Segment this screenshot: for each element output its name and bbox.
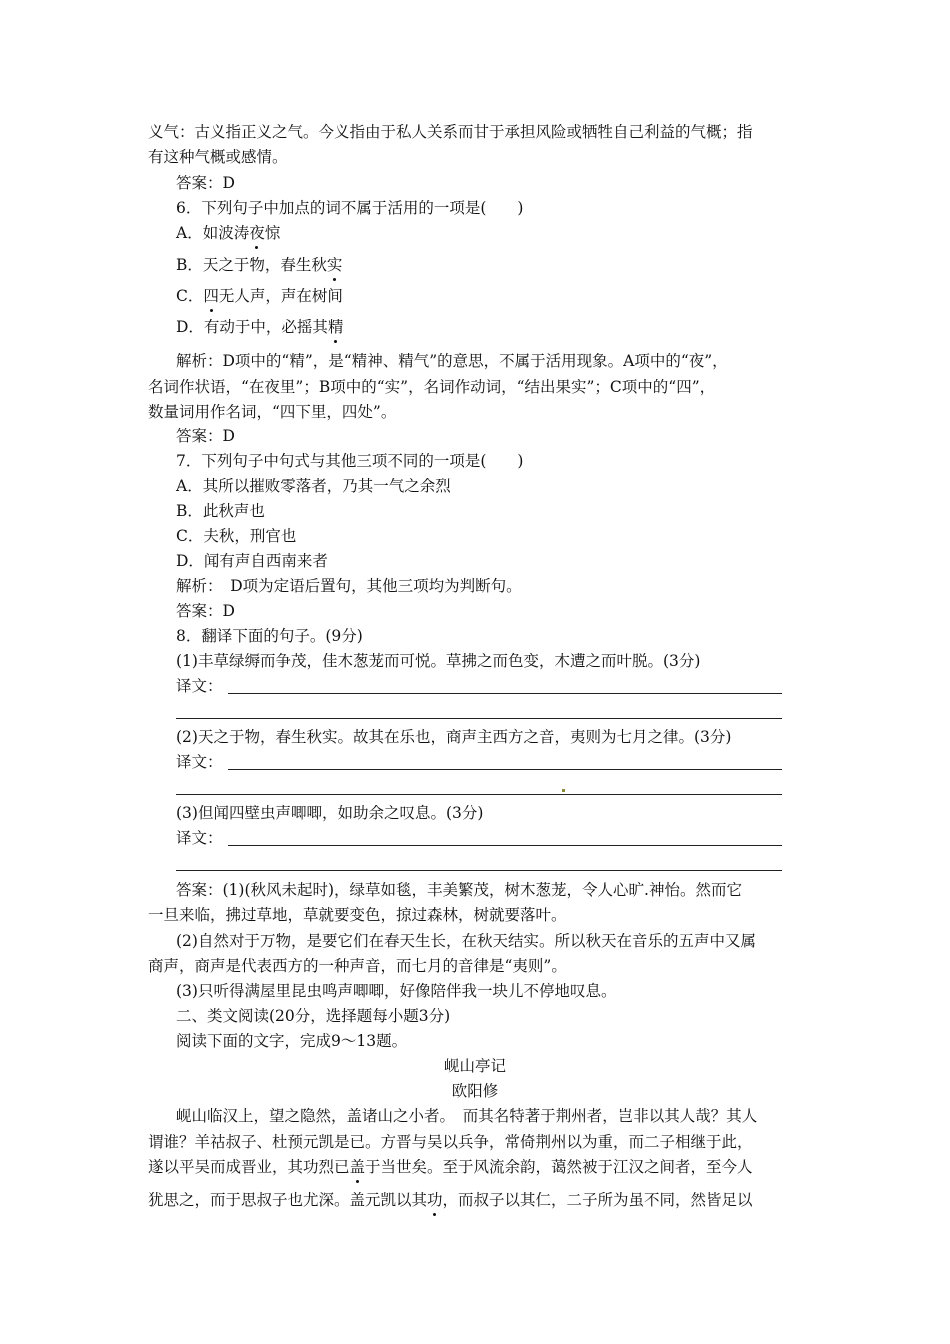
passage-line: 岘山临汉上，望之隐然，盖诸山之小者。 而其名特著于荆州者，岂非以其人哉？其人 <box>176 1107 758 1125</box>
passage-line <box>148 1156 753 1178</box>
question-6-explanation: 名词作状语，“在夜里”；B项中的“实”，名词作动词，“结出果实”；C项中的“四”， <box>148 378 716 396</box>
option-text: A．如波涛 <box>176 224 250 242</box>
answer-blank-line[interactable] <box>228 693 782 694</box>
answer-8-line: (3)只听得满屋里昆虫鸣声唧唧，好像陪伴我一块儿不停地叹息。 <box>176 982 617 1000</box>
answer-blank-line[interactable] <box>228 845 782 846</box>
question-7-option-a: A．其所以摧败零落者，乃其一气之余烈 <box>176 477 451 495</box>
question-7-option-b: B．此秋声也 <box>176 502 265 520</box>
text-line: 义气：古义指正义之气。今义指由于私人关系而甘于承担风险或牺牲自己利益的气概；指 <box>148 123 753 141</box>
question-7-option-c: C．夫秋，刑官也 <box>176 527 297 545</box>
text-line: 有这种气概或感情。 <box>148 148 288 166</box>
emphasis-dot-char: 功 <box>427 1191 443 1209</box>
section-heading: 二、类文阅读(20分，选择题每小题3分) <box>176 1007 451 1025</box>
question-8-item-2: (2)天之于物，春生秋实。故其在乐也，商声主西方之音，夷则为七月之律。(3分) <box>176 728 732 746</box>
passage-text: 犹思之，而于思叔子也尤深。盖元凯以其 <box>148 1191 428 1209</box>
question-7-stem: 7．下列句子中句式与其他三项不同的一项是( ) <box>176 452 524 470</box>
answer-8-line: 一旦来临，拂过草地，草就要变色，掠过森林，树就要落叶。 <box>148 906 567 924</box>
answer-8-line: 答案：(1)(秋风未起时)，绿草如毯，丰美繁茂，树木葱茏，令人心旷.神怡。然而它 <box>176 881 742 899</box>
question-7-option-d: D．闻有声自西南来者 <box>176 552 328 570</box>
translation-label: 译文： <box>176 753 223 771</box>
question-8-item-3: (3)但闻四壁虫声唧唧，如助余之叹息。(3分) <box>176 804 484 822</box>
option-text: C． <box>176 287 204 305</box>
option-text: 惊 <box>264 224 281 242</box>
answer-blank-line[interactable] <box>176 870 782 871</box>
answer-line: 答案：D <box>176 174 235 192</box>
question-6-option-d <box>176 316 343 338</box>
passage-text: 于当世矣。至于风流余韵，蔼然被于江汉之间者，至今人 <box>365 1158 753 1176</box>
emphasis-dot-char: 夜 <box>249 224 265 242</box>
question-6-explanation: 数量词用作名词，“四下里，四处”。 <box>148 403 397 421</box>
answer-blank-line[interactable] <box>176 718 782 719</box>
emphasis-dot-char: 精 <box>327 318 344 336</box>
option-text: B．天之于物，春生秋 <box>176 256 327 274</box>
question-8-item-1: (1)丰草绿缛而争茂，佳木葱茏而可悦。草拂之而色变，木遭之而叶脱。(3分) <box>176 652 701 670</box>
option-text: D．有动于中，必摇其 <box>176 318 328 336</box>
scan-speck <box>562 789 565 792</box>
question-7-explanation: 解析： D项为定语后置句，其他三项均为判断句。 <box>176 577 522 595</box>
emphasis-dot-char: 四 <box>203 287 219 305</box>
question-6-explanation: 解析：D项中的“精”，是“精神、精气”的意思，不属于活用现象。A项中的“夜”， <box>176 352 728 370</box>
translation-label: 译文： <box>176 677 223 695</box>
emphasis-dot-char: 实 <box>326 256 343 274</box>
question-6-option-b <box>176 254 342 276</box>
answer-line: 答案：D <box>176 602 235 620</box>
passage-title: 岘山亭记 <box>443 1057 506 1075</box>
question-6-stem: 6．下列句子中加点的词不属于活用的一项是( ) <box>176 199 524 217</box>
question-6-option-c <box>176 285 343 307</box>
question-6-option-a <box>176 222 280 244</box>
section-instruction: 阅读下面的文字，完成9～13题。 <box>176 1032 408 1050</box>
passage-text: 遂以平吴而成晋业，其功烈已 <box>148 1158 350 1176</box>
passage-author: 欧阳修 <box>451 1082 499 1100</box>
translation-label: 译文： <box>176 829 223 847</box>
answer-8-line: (2)自然对于万物，是要它们在春天生长，在秋天结实。所以秋天在音乐的五声中又属 <box>176 932 756 950</box>
passage-line <box>148 1189 753 1211</box>
answer-blank-line[interactable] <box>176 794 782 795</box>
answer-blank-line[interactable] <box>228 769 782 770</box>
answer-8-line: 商声，商声是代表西方的一种声音，而七月的音律是“夷则”。 <box>148 957 567 975</box>
passage-text: ，而叔子以其仁，二子所为虽不同，然皆足以 <box>442 1191 753 1209</box>
option-text: 无人声，声在树间 <box>218 287 343 305</box>
question-8-stem: 8．翻译下面的句子。(9分) <box>176 627 363 645</box>
answer-line: 答案：D <box>176 427 235 445</box>
emphasis-dot-char: 盖 <box>349 1158 366 1176</box>
passage-line: 谓谁？羊祜叔子、杜预元凯是已。方晋与吴以兵争，常倚荆州以为重，而二子相继于此， <box>148 1133 753 1151</box>
